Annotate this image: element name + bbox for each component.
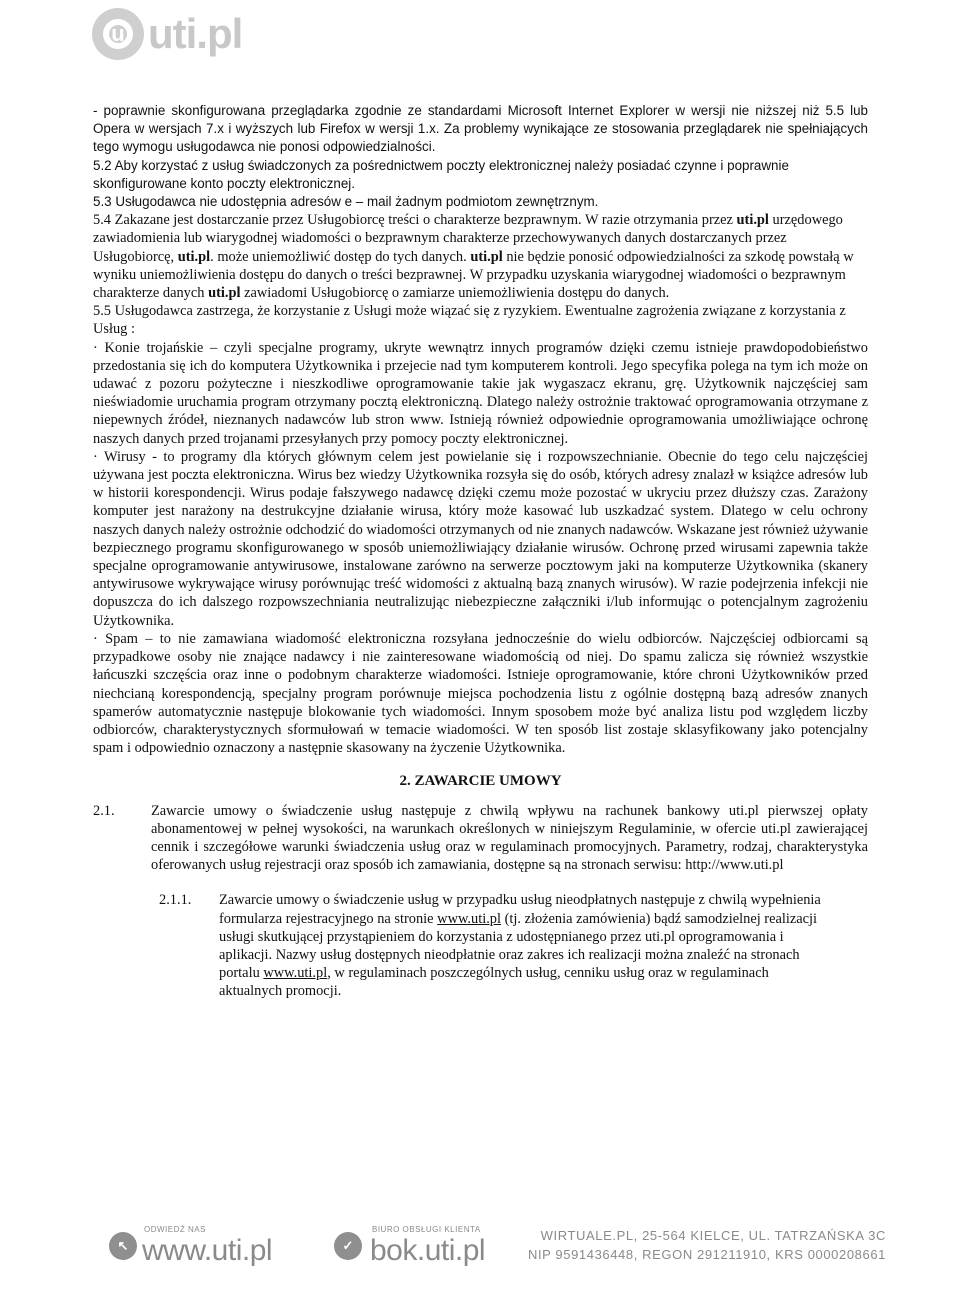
paragraph-viruses: · Wirusy - to programy dla których głównym celem jest powielanie się i rozpowszechnianie. Obecnie do tego celu najczęściej używana jest poczta elektroniczna. Wirus bez wiedzy Użytkownika rozsyła się do osób, których adresy znalazł w książce adresów lub w historii korespondencji. Wirus podaje fałszywego nadawcę dzięki czemu może pozostać w ukryciu przez dłuższy czas. Zarażony komputer jest narażony na destrukcyjne działanie wirusa, który może kasować lub uszkadzać system. Dlatego w celu ochrony naszych danych należy ostrożnie odchodzić do wiadomości otrzymanych od nie znanych nadawców. Wskazane jest również używanie bezpiecznego programu skonfigurowanego w sposób uniemożliwiający działanie wirusów. Ochronę przed wirusami zapewnia także specjalne oprogramowanie antywirusowe, instalowane zarówno na serwerze pocztowym jaki na komputerze Użytkownika (skanery antywirusowe wykrywające wirusy porównując treść widomości z aktualną bazą znanych wirusów). W razie podejrzenia infekcji nie dopuszcza do ich dalszego rozpowszechniania neutralizując niebezpieczne załączniki i/lub informując o potencjalnym zagrożeniu Użytkownika. (93, 448, 868, 629)
uti-link[interactable]: www.uti.pl (437, 910, 501, 927)
logo-mark (92, 8, 144, 60)
brand-bold: uti.pl (470, 248, 503, 265)
paragraph-spam: · Spam – to nie zamawiana wiadomość elektroniczna rozsyłana jednocześnie do wielu odbiorców. Najczęściej odbiorcami są przypadkowe osoby nie znające nadawcy i nie zainteresowane wiadomością od niej. Do spamu zalicza się również wszystkie łańcuszki szczęścia oraz inne o podobnym charakterze wiadomości. Istnieje oprogramowanie, które chroni Użytkowników przed niechcianą korespondencją, specjalny program porównuje miejsca pochodzenia listu z ogólnie dostępną bazą adresów znanych spamerów automatycznie następuje blokowanie tych wiadomości. Innym sposobem może być analiza listu pod względem liczby odbiorców, charakterystycznych sformułowań w temacie wiadomości. W ten sposób list zostaje sklasyfikowany jako potencjalny spam i odpowiednio oznaczony a następnie skasowany na życzenie Użytkownika. (93, 630, 868, 757)
paragraph-5-4 (93, 211, 868, 302)
text-span: nie będzie ponosić odpowiedzialności za szkodę powstałą w wyniku uniemożliwienia dostępu do danych o treści bezprawnej. W przypadku uzyskania wiarygodnej wiadomości o bezprawnym charakterze danych (93, 248, 854, 302)
registration-line: NIP 9591436448, REGON 291211910, KRS 0000208661 (527, 1247, 886, 1262)
brand-bold: uti.pl (177, 248, 211, 265)
brand-bold: uti.pl (736, 212, 769, 229)
clause-number: 2.1.1. (159, 892, 192, 909)
document-body (93, 102, 868, 1001)
text-span: , w regulaminach poszczególnych usług, cenniku usług oraz w regulaminach aktualnych promocji. (219, 965, 769, 1000)
text-span: . może uniemożliwić dostęp do tych danych. (210, 248, 471, 265)
text-span: 5.4 Zakazane jest dostarczanie przez Usługobiorcę treści o charakterze bezprawnym. W razie otrzymania przez (93, 212, 737, 229)
paragraph-trojans: · Konie trojańskie – czyli specjalne programy, ukryte wewnątrz innych programów dzięki czemu istnieje prawdopodobieństwo przedostania się ich do komputera Użytkownika i przejecie nad tym komputerem kontroli. Jego specyfika polega na tym ich może on udawać z pozoru pożyteczne i nieszkodliwe oprogramowanie takie jak wygaszacz ekranu, grę. Użytkownik najczęściej sam nieświadomie uruchamia program otrzymany pocztą elektroniczną. Dlatego należy ostrożnie traktować oprogramowania otrzymane z niepewnych źródeł, nieznanych nadawców lub stron www. Istnieją również odpowiednie oprogramowania umożliwiające ochronę naszych danych przed trojanami przesyłanych przy pomocy poczty elektronicznej. (93, 339, 868, 447)
logo-mark-letter: u (111, 21, 125, 46)
address-line: WIRTUALE.PL, 25-564 KIELCE, UL. TATRZAŃSKA 3C (540, 1228, 886, 1243)
text-span: zawiadomi Usługobiorcę o zamiarze uniemożliwienia dostępu do danych. (240, 285, 670, 302)
support-url[interactable]: bok.uti.pl (370, 1234, 486, 1267)
paragraph-5-2: 5.2 Aby korzystać z usług świadczonych za pośrednictwem poczty elektronicznej należy posiadać czynne i poprawnie skonfigurowane konto poczty elektronicznej. (93, 157, 789, 191)
clause-text (219, 891, 829, 1000)
company-address (528, 1226, 886, 1264)
text-span: Zawarcie umowy o świadczenie usług w przypadku usług nieodpłatnych następuje z chwilą wypełnienia formularza rejestracyjnego na stronie (219, 892, 821, 927)
section-heading: 2. ZAWARCIE UMOWY (399, 773, 562, 790)
clause-number: 2.1. (93, 802, 115, 819)
text-span: urzędowego zawiadomienia lub wiarygodnej wiadomości o bezprawnym charakterze przechowywanych danych dostarczanych przez Usługobiorcę, (93, 212, 843, 265)
logo-text: uti.pl (148, 10, 243, 57)
paragraph-5-3: 5.3 Usługodawca nie udostępnia adresów e – mail żadnym podmiotom zewnętrznym. (93, 194, 599, 210)
cursor-icon: ↖ (109, 1232, 137, 1260)
clause-text: Zawarcie umowy o świadczenie usług następuje z chwilą wpływu na rachunek bankowy uti.pl pierwszej opłaty abonamentowej w pełnej wysokości, na warunkach określonych w niniejszym Regulaminie, w ofercie uti.pl zawierającej cennik i szczegółowe warunki świadczenia usług oraz w regulaminach promocyjnych. Parametry, rodzaj, charakterystyka oferowanych usług rejestracji oraz sposób ich zamawiania, dostępne są na stronach serwisu: http://www.uti.pl (151, 802, 868, 874)
support-label: BIURO OBSŁUGI KLIENTA (372, 1225, 481, 1234)
clause-2-1 (93, 802, 868, 875)
uti-logo (92, 6, 242, 62)
visit-label: ODWIEDŹ NAS (144, 1225, 206, 1234)
page-footer (0, 1216, 960, 1276)
clause-2-1-1 (159, 891, 868, 1000)
visit-url[interactable]: www.uti.pl (142, 1234, 273, 1267)
brand-bold: uti.pl (208, 285, 241, 302)
text-span: (tj. złożenia zamówienia) bądź samodzielnej realizacji usługi skutkującej przystąpieniem do korzystania z udostępnianego przez uti.pl oprogramowania i aplikacji. Nazwy usług dostępnych nieodpłatnie oraz zakres ich realizacji można znaleźć na stronach portalu (219, 910, 818, 982)
paragraph-5-5: 5.5 Usługodawca zastrzega, że korzystanie z Usługi może wiązać się z ryzykiem. Ewentualne zagrożenia związane z korzystania z Usług : (93, 303, 846, 338)
uti-link[interactable]: www.uti.pl (263, 965, 328, 982)
paragraph-browser-requirements: - poprawnie skonfigurowana przeglądarka zgodnie ze standardami Microsoft Internet Explorer w wersji nie niższej niż 5.5 lub Opera w wersjach 7.x i wyższych lub Firefox w wersji 1.x. Za problemy wynikające ze stosowania przeglądarek nie spełniających tego wymogu usługodawca nie ponosi odpowiedzialności. (93, 103, 868, 155)
checkmark-icon: ✓ (334, 1232, 362, 1260)
